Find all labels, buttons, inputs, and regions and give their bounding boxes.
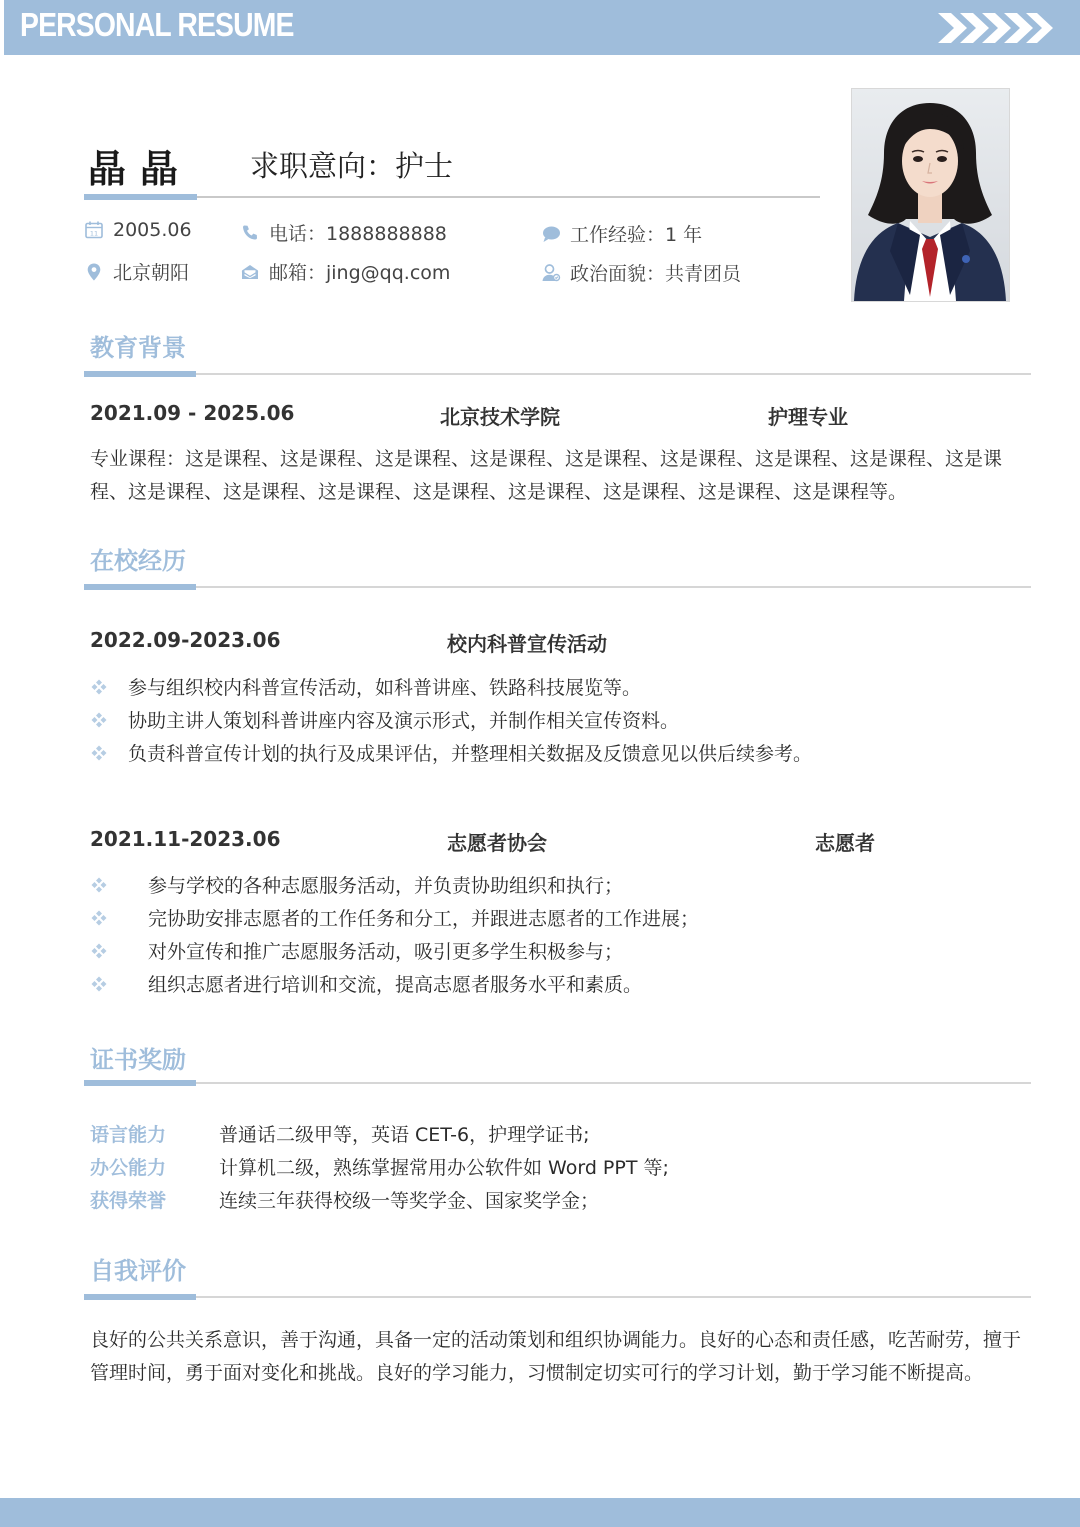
- list-item: [128, 673, 641, 700]
- section-divider-accent-education: [84, 371, 196, 377]
- education-courses: 专业课程：这是课程、这是课程、这是课程、这是课程、这是课程、这是课程、这是课程、这是课程、这是课程、这是课程、这是课程、这是课程、这是课程、这是课程、这是课程、这是课程、这是课程等。: [90, 448, 1003, 503]
- list-item-text: 参与学校的各种志愿服务活动，并负责协助组织和执行；: [148, 875, 624, 897]
- info-birth-text: 2005.06: [113, 219, 192, 241]
- list-item-text: 组织志愿者进行培训和交流，提高志愿者服务水平和素质。: [148, 974, 643, 996]
- info-birth: [84, 219, 192, 241]
- section-title-self-eval: 自我评价: [90, 1257, 186, 1285]
- list-item-text: 参与组织校内科普宣传活动，如科普讲座、铁路科技展览等。: [128, 677, 642, 699]
- campus-entry-2-org: 志愿者协会: [447, 831, 547, 855]
- list-item-text: 负责科普宣传计划的执行及成果评估，并整理相关数据及反馈意见以供后续参考。: [128, 743, 813, 765]
- info-political: [541, 259, 741, 286]
- info-location: [84, 258, 189, 285]
- cert-value-office: 计算机二级，熟练掌握常用办公软件如 Word PPT 等;: [219, 1157, 669, 1179]
- education-major: 护理专业: [768, 405, 848, 429]
- cert-value-honors: 连续三年获得校级一等奖学金、国家奖学金；: [219, 1190, 600, 1212]
- chevron-arrows-icon: [938, 11, 1054, 45]
- section-title-certs: 证书奖励: [90, 1046, 186, 1074]
- info-email-text: 邮箱：jing@qq.com: [269, 262, 451, 284]
- top-banner: [4, 0, 1080, 55]
- section-divider-certs: [84, 1082, 1031, 1084]
- diamond-cluster-icon: [91, 745, 107, 761]
- list-item: [148, 904, 699, 931]
- diamond-cluster-icon: [91, 712, 107, 728]
- education-school: 北京技术学院: [440, 405, 560, 429]
- chat-bubble-icon: [541, 224, 561, 244]
- list-item: [128, 706, 679, 733]
- diamond-cluster-icon: [91, 679, 107, 695]
- self-eval-text: 良好的公共关系意识，善于沟通，具备一定的活动策划和组织协调能力。良好的心态和责任感，吃苦耐劳，擅于管理时间，勇于面对变化和挑战。良好的学习能力，习惯制定切实可行的学习计划，勤于学习能不断提高。: [90, 1329, 1022, 1384]
- banner-title: PERSONAL RESUME: [20, 6, 294, 43]
- cert-label-office: 办公能力: [90, 1157, 167, 1179]
- section-divider-accent-campus: [84, 584, 196, 590]
- section-title-campus: 在校经历: [90, 547, 186, 575]
- section-divider-campus: [84, 586, 1031, 588]
- diamond-cluster-icon: [91, 877, 107, 893]
- diamond-cluster-icon: [91, 976, 107, 992]
- campus-entry-1-period: 2022.09-2023.06: [90, 628, 281, 652]
- phone-icon: [240, 223, 260, 243]
- education-period: 2021.09 - 2025.06: [90, 401, 295, 425]
- svg-text:11: 11: [89, 229, 99, 238]
- header-divider-accent: [84, 194, 197, 200]
- info-experience-text: 工作经验：1 年: [570, 224, 703, 246]
- section-divider-education: [84, 373, 1031, 375]
- profile-photo: [851, 88, 1010, 302]
- cert-label-language: 语言能力: [90, 1124, 167, 1146]
- cert-label-honors: 获得荣誉: [90, 1190, 167, 1212]
- campus-entry-2-period: 2021.11-2023.06: [90, 827, 281, 851]
- section-title-education: 教育背景: [90, 334, 186, 362]
- calendar-icon: [84, 220, 104, 240]
- bottom-bar: [0, 1498, 1080, 1527]
- list-item-text: 完协助安排志愿者的工作任务和分工，并跟进志愿者的工作进展；: [148, 908, 700, 930]
- section-divider-self-eval: [84, 1296, 1031, 1298]
- list-item-text: 对外宣传和推广志愿服务活动，吸引更多学生积极参与；: [148, 941, 624, 963]
- resume-name: 晶晶: [88, 147, 193, 191]
- list-item: [148, 970, 642, 997]
- cert-value-language: 普通话二级甲等，英语 CET-6，护理学证书;: [219, 1124, 590, 1146]
- info-location-text: 北京朝阳: [113, 262, 190, 284]
- mail-icon: [240, 262, 260, 282]
- campus-entry-1-org: 校内科普宣传活动: [447, 632, 607, 656]
- user-icon: [541, 263, 561, 283]
- info-phone-text: 电话：1888888888: [269, 223, 447, 245]
- info-phone: [240, 219, 447, 246]
- location-pin-icon: [84, 262, 104, 282]
- info-political-text: 政治面貌：共青团员: [570, 263, 742, 285]
- info-email: [240, 258, 450, 285]
- job-intent: 求职意向：护士: [250, 149, 454, 183]
- list-item-text: 协助主讲人策划科普讲座内容及演示形式，并制作相关宣传资料。: [128, 710, 680, 732]
- info-experience: [541, 220, 702, 247]
- diamond-cluster-icon: [91, 943, 107, 959]
- list-item: [148, 937, 623, 964]
- section-divider-accent-certs: [84, 1080, 196, 1086]
- campus-entry-2-role: 志愿者: [815, 831, 875, 855]
- list-item: [148, 871, 623, 898]
- section-divider-accent-self-eval: [84, 1294, 196, 1300]
- diamond-cluster-icon: [91, 910, 107, 926]
- list-item: [128, 739, 812, 766]
